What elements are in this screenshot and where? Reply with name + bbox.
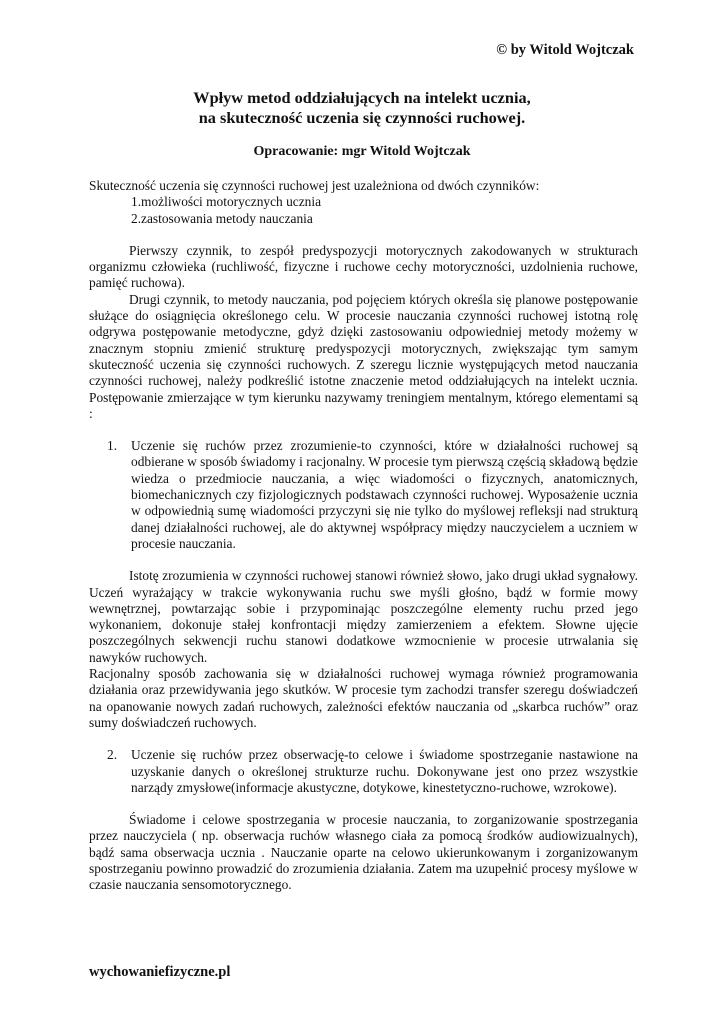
paragraph-1: Pierwszy czynnik, to zespół predyspozycji motorycznych zakodowanych w strukturach organizmu człowieka (ruchliwość, fizyczne i ruchowe cechy motoryczności, uzdolnienia ruchowe, pamięć ruchowa).: [89, 242, 638, 291]
list-item-2-text: Uczenie się ruchów przez obserwację-to celowe i świadome spostrzeganie nastawione na uzyskanie danych o określonej strukturze ruchu. Dokonywane jest ono przez wszystkie narządy zmysłowe(informacje akustyczne, dotykowe, kinestetyczno-ruchowe, wzrokowe).: [131, 747, 638, 795]
document-title: [0, 88, 724, 128]
list-item-2: [89, 747, 638, 796]
list-item-1-text: Uczenie się ruchów przez zrozumienie-to czynności, które w działalności ruchowej są odbierane w sposób świadomy i racjonalny. W procesie tym pierwszą częścią składową będzie wiedza o przedmiocie nauczania, a więc wiadomości o fizycznych, anatomicznych, biomechanicznych czy fizjologicznych podstawach czynności ruchowej. Wyposażenie ucznia w odpowiednią sumę wiadomości przyczyni się nie tylko do myślowej refleksji nad strukturą danej działalności ruchowej, ale do aktywnej współpracy między nauczycielem a uczniem w procesie nauczania.: [131, 438, 638, 551]
paragraph-2: Drugi czynnik, to metody nauczania, pod pojęciem których określa się planowe postępowanie służące do osiągnięcia określonego celu. W procesie nauczania czynności ruchowej istotną rolę odgrywa postępowanie metodyczne, gdyż dzięki zastosowaniu odpowiedniej metody możemy w znacznym stopniu zmienić strukturę predyspozycji motorycznych, zwiększając tym samym skuteczność uczenia się czynności ruchowych. Z szeregu licznie występujących metod nauczania czynności ruchowej, należy podkreślić istotne znaczenie metod oddziałujących na intelekt ucznia. Postępowanie zmierzające w tym kierunku nazywamy treningiem mentalnym, którego elementami są :: [89, 291, 638, 421]
paragraph-3: Istotę zrozumienia w czynności ruchowej stanowi również słowo, jako drugi układ sygnałowy. Uczeń wyrażający w trakcie wykonywania ruchu swe myśli głośno, bądź w formie mowy wewnętrznej, powtarzając sobie i przypominając poszczególne elementy ruchu przed jego wykonaniem, dokonuje stałej konfrontacji między zamierzeniem a efektem. Słowne ujęcie poszczególnych sekwencji ruchu stanowi dodatkowe wzmocnienie w procesie utrwalania się nawyków ruchowych.: [89, 568, 638, 665]
author-line: Opracowanie: mgr Witold Wojtczak: [253, 144, 471, 159]
copyright-notice: © by Witold Wojtczak: [496, 42, 634, 58]
title-line-2: na skuteczność uczenia się czynności ruchowej.: [198, 108, 526, 127]
list-item-1: [89, 438, 638, 552]
factor-2: 2.zastosowania metody nauczania: [131, 210, 313, 226]
title-line-1: Wpływ metod oddziałujących na intelekt ucznia,: [193, 88, 531, 107]
factor-1: 1.możliwości motorycznych ucznia: [131, 194, 322, 210]
paragraph-5: Świadome i celowe spostrzegania w procesie nauczania, to zorganizowanie spostrzegania przez nauczyciela ( np. obserwacja ruchów własnego ciała za pomocą środków audiowizualnych), bądź sama obserwacja ucznia . Nauczanie oparte na celowo ukierunkowanym i zorganizowanym spostrzeganiu powinno prowadzić do zrozumienia działania. Zatem ma uzupełnić procesy myślowe w czasie nauczania sensomotorycznego.: [89, 812, 638, 893]
list-item-1-number: 1.: [107, 438, 118, 454]
list-item-2-number: 2.: [107, 747, 118, 763]
footer-site: wychowaniefizyczne.pl: [89, 964, 231, 980]
paragraph-4: Racjonalny sposób zachowania się w działalności ruchowej wymaga również programowania działania oraz przewidywania jego skutków. W procesie tym zachodzi transfer szeregu doświadczeń na opanowanie nowych zadań ruchowych, zależności efektów nauczania od „skarbca ruchów” oraz sumy doświadczeń ruchowych.: [89, 666, 638, 730]
intro-lead: Skuteczność uczenia się czynności ruchowej jest uzależniona od dwóch czynników:: [89, 178, 540, 193]
document-body: [89, 178, 638, 894]
